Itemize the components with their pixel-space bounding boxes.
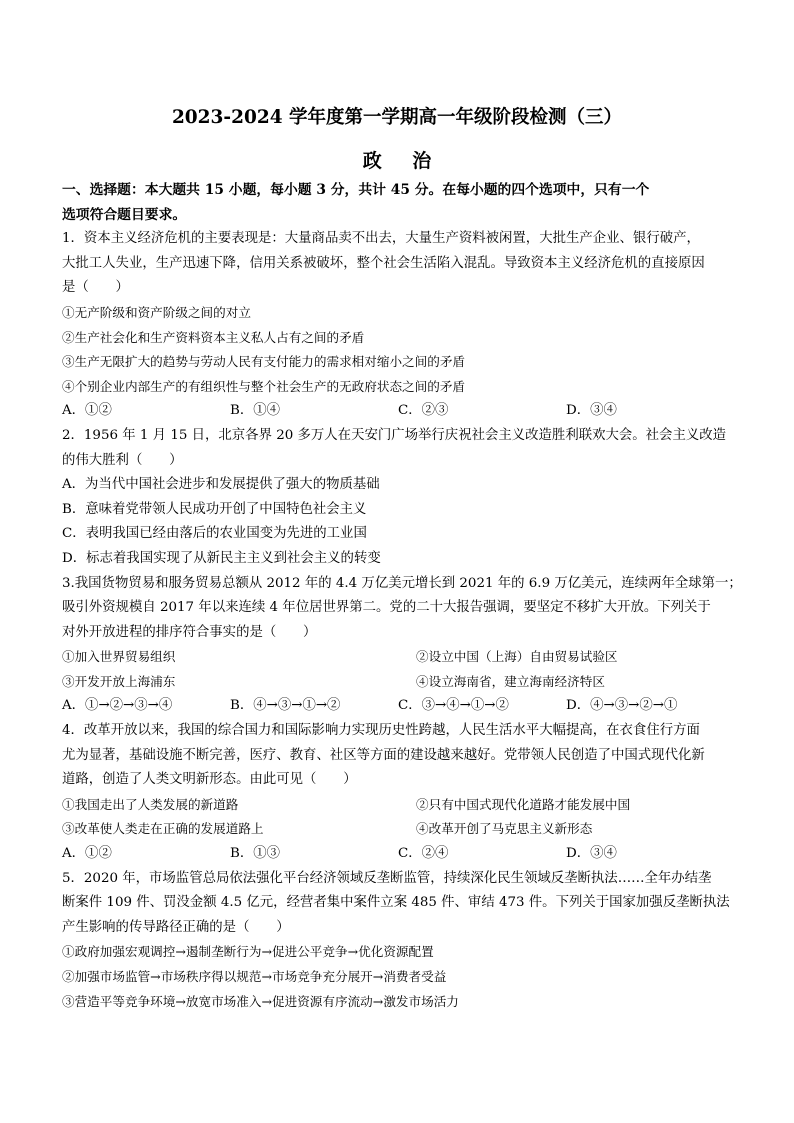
statement-row <box>62 793 734 818</box>
statement-item: ④改革开创了马克思主义新形态 <box>416 821 593 837</box>
question-stem-line: 吸引外资规模自 2017 年以来连续 4 年位居世界第二。党的二十大报告强调，要坚定不移扩大开放。下列关于 <box>62 600 711 616</box>
question-stem-line: 2．1956 年 1 月 15 日，北京各界 20 多万人在天安门广场举行庆祝社会主义改造胜利联欢大会。社会主义改造 <box>62 427 727 443</box>
question-stem-line: 5．2020 年，市场监管总局依法强化平台经济领域反垄断监管，持续深化民生领域反垄断执法……全年办结垄 <box>62 870 712 886</box>
question-3 <box>62 572 742 720</box>
subject-title: 政 治 <box>362 150 444 172</box>
choice-b[interactable]: B．④→③→①→② <box>230 698 341 714</box>
choice-a[interactable]: A．①② <box>62 403 112 419</box>
statement-item: ①我国走出了人类发展的新道路 <box>62 796 239 812</box>
exam-title: 2023-2024 学年度第一学期高一年级阶段检测（三） <box>171 107 623 128</box>
question-stem-line: 尤为显著，基础设施不断完善，医疗、教育、社区等方面的建设越来越好。党带领人民创造了中国式现代化新 <box>62 747 705 763</box>
choice-c[interactable]: C．②③ <box>398 403 449 419</box>
section-heading: 一、选择题：本大题共 15 小题，每小题 3 分，共计 45 分。在每小题的四个选项中，只有一个 <box>62 182 650 198</box>
choice-c[interactable]: C．③→④→①→② <box>398 698 509 714</box>
choice-d[interactable]: D．③④ <box>566 846 617 862</box>
choice-d[interactable]: D．③④ <box>566 403 617 419</box>
choice-a[interactable]: A．为当代中国社会进步和发展提供了强大的物质基础 <box>62 477 380 493</box>
choice-c[interactable]: C．表明我国已经由落后的农业国变为先进的工业国 <box>62 526 367 542</box>
statement-item: ①无产阶级和资产阶级之间的对立 <box>62 304 251 320</box>
statement-item: ③开发开放上海浦东 <box>62 673 176 689</box>
choice-b[interactable]: B．①③ <box>230 846 281 862</box>
statement-item: ①政府加强宏观调控→遏制垄断行为→促进公平竞争→优化资源配置 <box>62 944 434 960</box>
answer-choices <box>62 399 734 424</box>
question-stem-line: 的伟大胜利（ ） <box>62 452 183 468</box>
exam-content <box>62 178 742 1014</box>
choice-c[interactable]: C．②④ <box>398 846 449 862</box>
question-1 <box>62 227 734 424</box>
statement-item: ②设立中国（上海）自由贸易试验区 <box>416 649 618 665</box>
choice-d[interactable]: D．④→③→②→① <box>566 698 678 714</box>
statement-item: ③改革使人类走在正确的发展道路上 <box>62 821 264 837</box>
question-stem-line: 3.我国货物贸易和服务贸易总额从 2012 年的 4.4 万亿美元增长到 2021 年的 6.9 万亿美元，连续两年全球第一； <box>62 575 742 591</box>
choice-a[interactable]: A．①→②→③→④ <box>62 698 173 714</box>
statement-item: ③营造平等竞争环境→放宽市场准入→促进资源有序流动→激发市场活力 <box>62 993 459 1009</box>
statement-item: ①加入世界贸易组织 <box>62 649 176 665</box>
question-stem-line: 断案件 109 件、罚没金额 4.5 亿元，经营者集中案件立案 485 件、审结 473 件。下列关于国家加强反垄断执法 <box>62 895 730 911</box>
statement-row <box>62 645 734 670</box>
question-stem-line: 是（ ） <box>62 280 129 296</box>
section-heading-cont: 选项符合题目要求。 <box>62 206 187 223</box>
question-4 <box>62 719 734 867</box>
statement-item: ②加强市场监管→市场秩序得以规范→市场竞争充分展开→消费者受益 <box>62 969 447 984</box>
question-stem-line: 产生影响的传导路径正确的是（ ） <box>62 919 290 935</box>
question-stem-line: 大批工人失业，生产迅速下降，信用关系被破坏，整个社会生活陷入混乱。导致资本主义经济危机的直接原因 <box>62 255 705 271</box>
statement-item: ④个别企业内部生产的有组织性与整个社会生产的无政府状态之间的矛盾 <box>62 378 465 394</box>
answer-choices <box>62 694 734 719</box>
question-stem-line: 对外开放进程的排序符合事实的是（ ） <box>62 624 317 640</box>
question-2 <box>62 424 734 572</box>
answer-choices <box>62 842 734 867</box>
question-stem-line: 道路，创造了人类文明新形态。由此可见（ ） <box>62 772 357 788</box>
question-stem-line: 1．资本主义经济危机的主要表现是：大量商品卖不出去，大量生产资料被闲置，大批生产企业、银行破产， <box>62 231 700 247</box>
choice-b[interactable]: B．①④ <box>230 403 281 419</box>
statement-row <box>62 670 734 695</box>
choice-d[interactable]: D．标志着我国实现了从新民主主义到社会主义的转变 <box>62 550 381 566</box>
choice-b[interactable]: B．意味着党带领人民成功开创了中国特色社会主义 <box>62 501 367 517</box>
question-5 <box>62 867 734 1015</box>
choice-a[interactable]: A．①② <box>62 846 112 862</box>
statement-row <box>62 817 734 842</box>
question-stem-line: 4．改革开放以来，我国的综合国力和国际影响力实现历史性跨越，人民生活水平大幅提高，在衣食住行方面 <box>62 723 700 739</box>
statement-item: ②只有中国式现代化道路才能发展中国 <box>416 796 631 812</box>
statement-item: ④设立海南省，建立海南经济特区 <box>416 673 605 689</box>
statement-item: ③生产无限扩大的趋势与劳动人民有支付能力的需求相对缩小之间的矛盾 <box>62 354 465 370</box>
statement-item: ②生产社会化和生产资料资本主义私人占有之间的矛盾 <box>62 329 365 345</box>
